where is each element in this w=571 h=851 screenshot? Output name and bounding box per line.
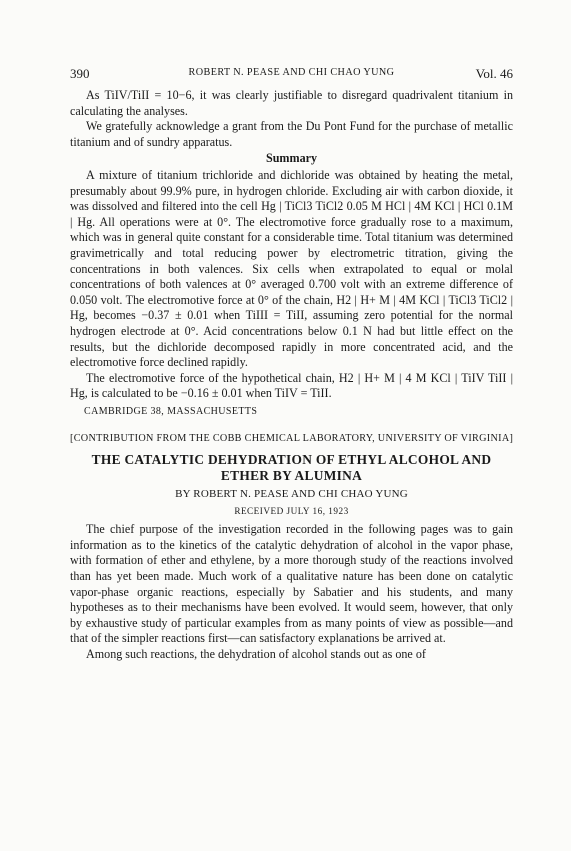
summary-p1b-text: All operations were at 0°. The electromotive force gradually rose to a maximum, which was in general quite constant for a considerable time. Total titanium was determined gravimetrically and total reducing power by electrometric titration, giving the concentrations in both valences. Six cells when extrapolated to equal or molal concentrations of both valences at 0° averaged 0.700 volt with an extreme difference of 0.050 volt. The electromotive force at 0° of the chain, H2 | H+ M | 4M KCl | TiCl3 TiCl2 | Hg, becomes −0.37 ± 0.01 when TiIII = TiII, assuming zero potential for the normal hydrogen electrode at 0°. Acid concentrations below 0.1 N had but little effect on the results, but the dichloride decomposed rapidly in more concentrated acid, and the electromotive force declined rapidly. (70, 214, 514, 370)
running-authors: ROBERT N. PEASE AND CHI CHAO YUNG (188, 67, 395, 78)
article-paragraph-1: The chief purpose of the investigation recorded in the following pages was to gain information as to the kinetics of the catalytic dehydration of alcohol in the vapor phase, with formation of ether and ethylene, by a more thorough study of the reactions involved than has yet been made. Much work of a qualitative nature has been done on catalytic vapor-phase organic reactions, especially by Sabatier and his students, and many hypotheses as to their mechanisms have been evolved. It would seem, however, that only by exhaustive study of particular examples from as many points of view as possible—and that of the simpler reactions first—can satisfactory explanations be arrived at. (70, 522, 513, 646)
contribution-line: [CONTRIBUTION FROM THE COBB CHEMICAL LABORATORY, UNIVERSITY OF VIRGINIA] (70, 433, 514, 445)
summary-p1-text: A mixture of titanium trichloride and dichloride was obtained by heating the metal, presumably about 99.9% pure, in hydrogen chloride. Excluding air with carbon dioxide, it was dissolved and filtered into the cell (70, 167, 513, 214)
volume-label: Vol. 46 (475, 66, 513, 81)
intro-paragraph-2: We gratefully acknowledge a grant from the Du Pont Fund for the purchase of metallic titanium and of sundry apparatus. (70, 119, 513, 149)
summary-paragraph-2: The electromotive force of the hypothetical chain, H2 | H+ M | 4 M KCl | TiIV TiII | Hg, is calculated to be −0.16 ± 0.01 when TiIV = TiII. (70, 370, 513, 401)
summary-heading: Summary (265, 151, 318, 166)
received-date: RECEIVED JULY 16, 1923 (234, 505, 349, 516)
running-header (70, 66, 513, 82)
article-paragraph-2: Among such reactions, the dehydration of alcohol stands out as one of (86, 647, 426, 661)
byline: BY ROBERT N. PEASE AND CHI CHAO YUNG (175, 488, 408, 501)
place-line: CAMBRIDGE 38, MASSACHUSETTS (84, 405, 258, 417)
page-number: 390 (70, 66, 90, 81)
cell-notation: Hg | TiCl3 TiCl2 0.05 M HCl | 4M KCl | HCl 0.1M | Hg. (70, 199, 513, 229)
summary-paragraph-1 (70, 168, 513, 371)
article-title: THE CATALYTIC DEHYDRATION OF ETHYL ALCOHOL AND ETHER BY ALUMINA (91, 452, 492, 484)
page-body (70, 88, 513, 663)
intro-paragraph-1: As TiIV/TiII = 10−6, it was clearly justifiable to disregard quadrivalent titanium in calculating the analyses. (70, 88, 513, 118)
